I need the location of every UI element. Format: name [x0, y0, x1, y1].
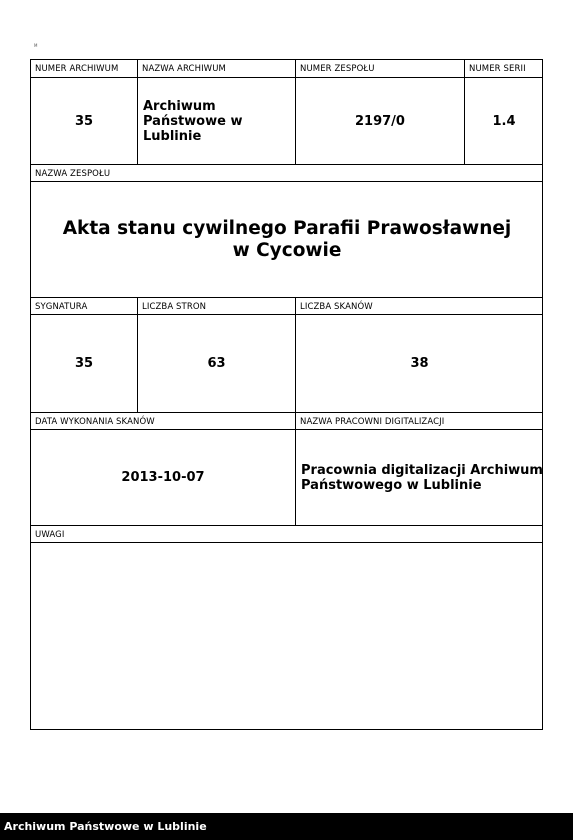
value-numer-zespolu: 2197/0: [295, 77, 464, 164]
value-nazwa-archiwum: Archiwum Państwowe w Lublinie: [137, 77, 295, 164]
header-nazwa-zespolu: NAZWA ZESPOŁU: [30, 164, 543, 181]
value-numer-serii: 1.4: [464, 77, 543, 164]
header-sygnatura: SYGNATURA: [30, 297, 137, 314]
value-nazwa-pracowni: Pracownia digitalizacji Archiwum Państwowego w Lublinie: [295, 429, 543, 525]
header-numer-archiwum: NUMER ARCHIWUM: [30, 59, 137, 77]
header-uwagi: UWAGI: [30, 525, 543, 542]
value-liczba-stron: 63: [137, 314, 295, 412]
header-liczba-stron: LICZBA STRON: [137, 297, 295, 314]
header-nazwa-archiwum: NAZWA ARCHIWUM: [137, 59, 295, 77]
value-numer-archiwum: 35: [30, 77, 137, 164]
header-nazwa-pracowni: NAZWA PRACOWNI DIGITALIZACJI: [295, 412, 543, 429]
value-liczba-skanow: 38: [295, 314, 543, 412]
header-data-wykonania: DATA WYKONANIA SKANÓW: [30, 412, 295, 429]
header-numer-serii: NUMER SERII: [464, 59, 543, 77]
header-liczba-skanow: LICZBA SKANÓW: [295, 297, 543, 314]
value-nazwa-zespolu: Akta stanu cywilnego Parafii Prawosławnej w Cycowie: [30, 181, 543, 297]
value-sygnatura: 35: [30, 314, 137, 412]
header-numer-zespolu: NUMER ZESPOŁU: [295, 59, 464, 77]
corner-mark: M: [34, 43, 38, 48]
value-uwagi: [30, 542, 543, 730]
footer-bar: Archiwum Państwowe w Lublinie: [0, 813, 573, 840]
value-data-wykonania: 2013-10-07: [30, 429, 295, 525]
